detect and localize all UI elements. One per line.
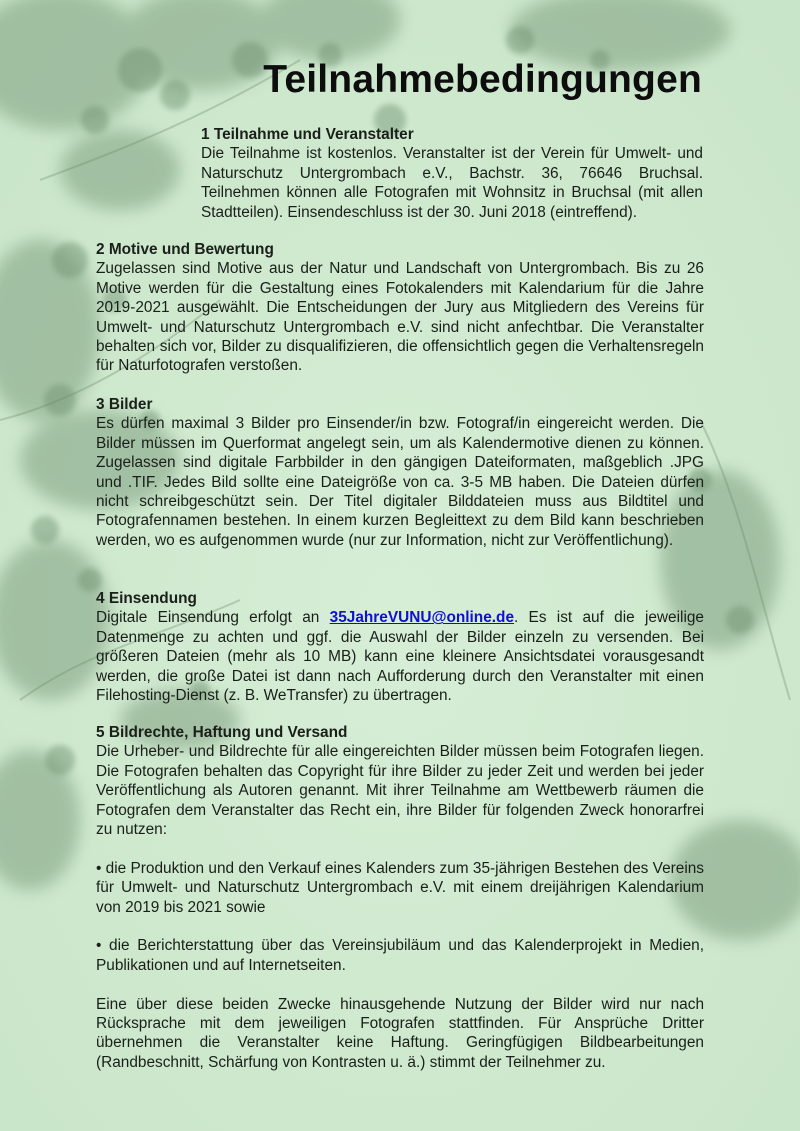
page-title: Teilnahmebedingungen bbox=[263, 58, 702, 101]
section-heading: 5 Bildrechte, Haftung und Versand bbox=[96, 724, 348, 741]
bullet-item: • die Produktion und den Verkauf eines Kalenders zum 35-jährigen Bestehen des Vereins für Umwelt- und Naturschutz Untergrombach e.V. mit einem dreijährigen Kalendarium von 2019 bis 2021 sowie bbox=[96, 859, 704, 916]
email-link[interactable]: 35JahreVUNU@online.de bbox=[329, 609, 514, 627]
section-body: Die Teilnahme ist kostenlos. Veranstalter ist der Verein für Umwelt- und Naturschutz Untergrombach e.V., Bachstr. 36, 76646 Bruchsal. Teilnehmen können alle Fotografen mit Wohnsitz in Bruchsal (mit allen Stadtteilen). Einsendeschluss ist der 30. Juni 2018 (eintreffend). bbox=[201, 145, 703, 221]
section-einsendung bbox=[96, 589, 704, 705]
section-bilder bbox=[96, 395, 704, 550]
body-text-before-email: Digitale Einsendung erfolgt an bbox=[96, 609, 330, 627]
section-body: Es dürfen maximal 3 Bilder pro Einsender/in bzw. Fotograf/in eingereicht werden. Die Bilder müssen im Querformat angelegt sein, um als Kalendermotive dienen zu können. Zugelassen sind digitale Farbbilder in den gängigen Dateiformaten, maßgeblich .JPG und .TIF. Jedes Bild sollte eine Dateigröße von ca. 3-5 MB haben. Die Dateien dürfen nicht schreibgeschützt sein. Der Titel digitaler Bilddateien muss aus Bildtitel und Fotografennamen bestehen. In einem kurzen Begleittext zu dem Bild kann beschrieben werden, wo es aufgenommen wurde (nur zur Information, nicht zur Veröffentlichung). bbox=[96, 415, 704, 549]
section-body: Die Urheber- und Bildrechte für alle eingereichten Bilder müssen beim Fotografen liegen. Die Fotografen behalten das Copyright für ihre Bilder zu jeder Zeit und werden bei jeder Veröffentlichung als Autoren genannt. Mit ihrer Teilnahme am Wettbewerb räumen die Fotografen dem Veranstalter das Recht ein, ihre Bilder für folgenden Zweck honorarfrei zu nutzen: bbox=[96, 743, 704, 839]
section-body bbox=[96, 608, 704, 705]
section-bildrechte bbox=[96, 723, 704, 1072]
section-teilnahme bbox=[201, 125, 703, 222]
body-text-after-email: . Es ist auf die jeweilige Datenmenge zu achten und ggf. die Auswahl der Bilder einzeln zu versenden. Bei größeren Dateien (mehr als 10 MB) kann eine kleinere Ansichtsdatei vorausgesandt werden, die große Datei ist dann nach Aufforderung durch den Veranstalter mit einen Filehosting-Dienst (z. B. WeTransfer) zu übertragen. bbox=[96, 609, 704, 705]
section-motive bbox=[96, 240, 704, 376]
section-body: Zugelassen sind Motive aus der Natur und Landschaft von Untergrombach. Bis zu 26 Motive werden für die Gestaltung eines Fotokalenders mit Kalendarium für die Jahre 2019-2021 ausgewählt. Die Entscheidungen der Jury aus Mitgliedern des Vereins für Umwelt- und Naturschutz Untergrombach e.V. sind nicht anfechtbar. Die Veranstalter behalten sich vor, Bilder zu disqualifizieren, die offensichtlich gegen die Verhaltensregeln für Naturfotografen verstoßen. bbox=[96, 260, 704, 375]
closing-paragraph: Eine über diese beiden Zwecke hinausgehende Nutzung der Bilder wird nur nach Rücksprache mit dem jeweiligen Fotografen stattfinden. Für Ansprüche Dritter übernehmen die Veranstalter keine Haftung. Geringfügigen Bildbearbeitungen (Randbeschnitt, Schärfung von Kontrasten u. ä.) stimmt der Teilnehmer zu. bbox=[96, 995, 704, 1071]
section-heading: 2 Motive und Bewertung bbox=[96, 241, 274, 258]
section-heading: 1 Teilnahme und Veranstalter bbox=[201, 126, 414, 143]
section-heading: 4 Einsendung bbox=[96, 590, 197, 607]
section-heading: 3 Bilder bbox=[96, 396, 153, 413]
bullet-item: • die Berichterstattung über das Vereinsjubiläum und das Kalenderprojekt in Medien, Publikationen und auf Internetseiten. bbox=[96, 937, 704, 974]
